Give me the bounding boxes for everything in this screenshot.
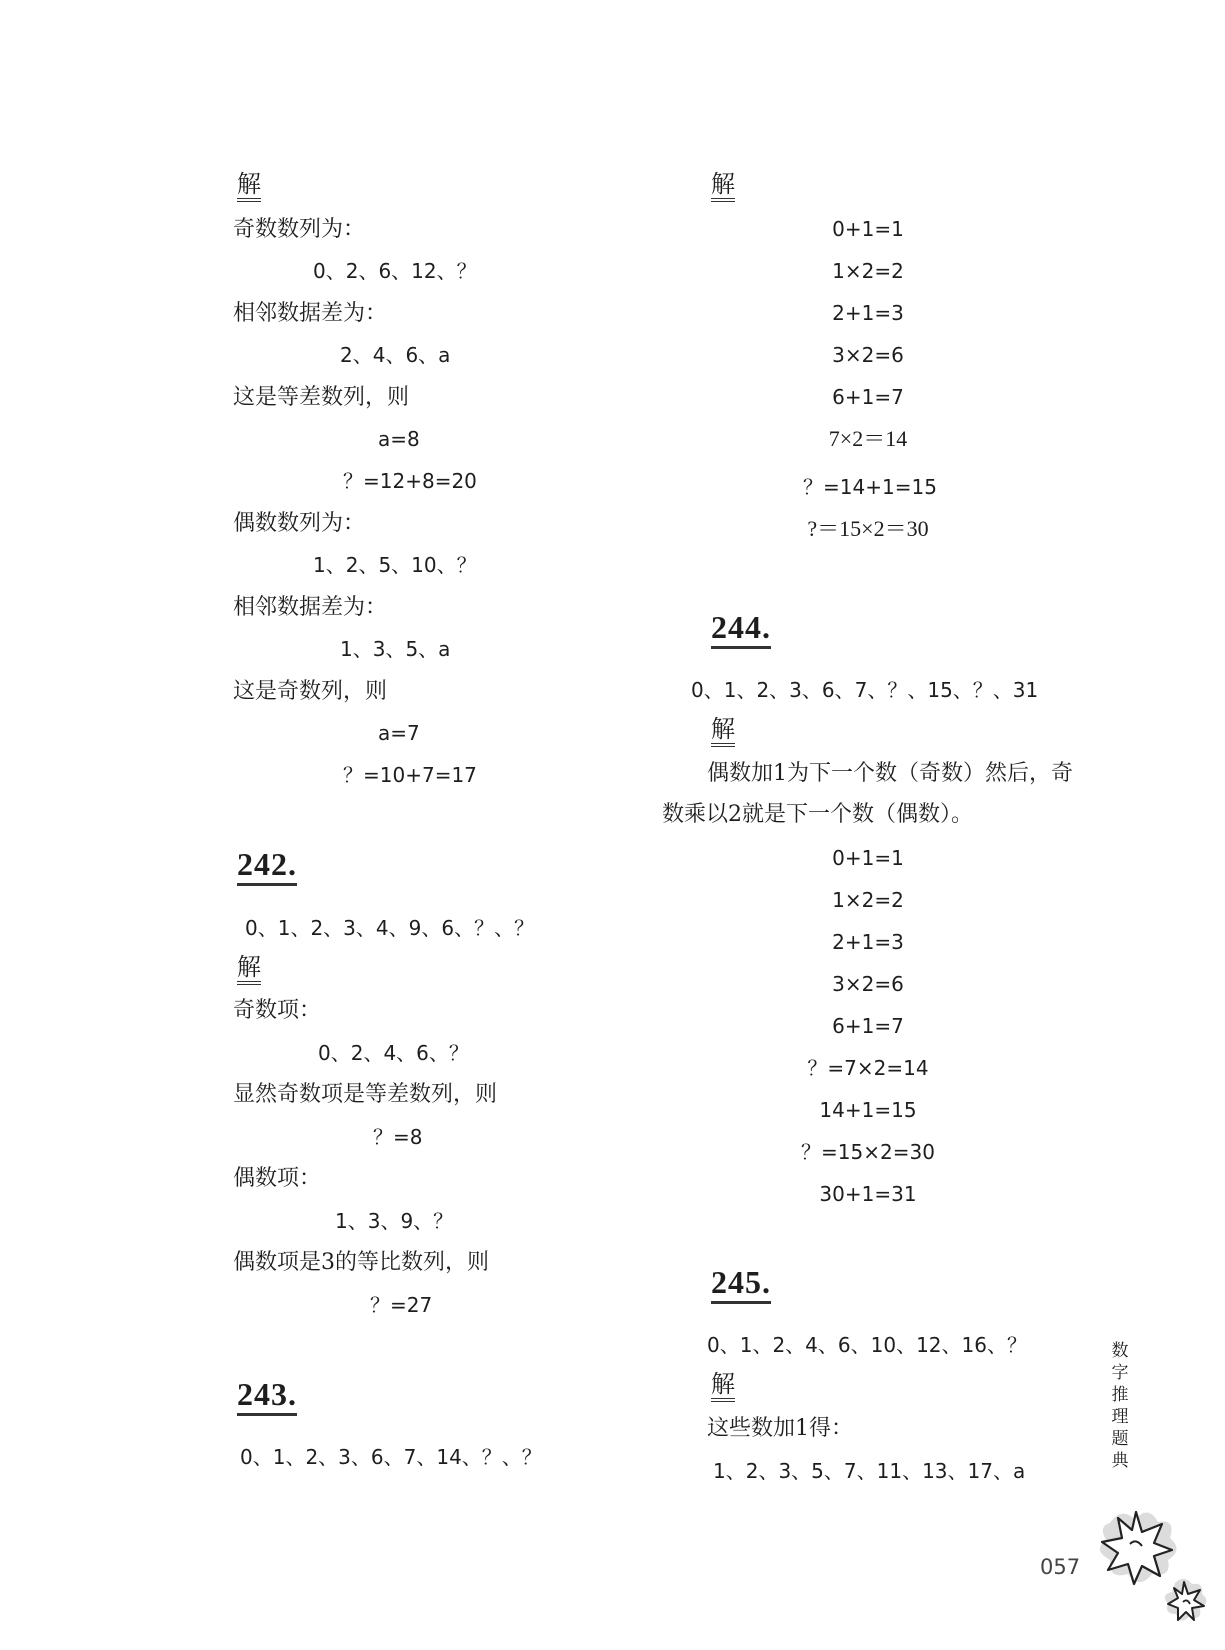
solution-text: 显然奇数项是等差数列，则 <box>233 1082 498 1107</box>
equation-text: 2+1=3 <box>832 301 904 325</box>
equation-text: 3×2=6 <box>832 343 904 367</box>
solution-text: 相邻数据差为： <box>233 301 388 326</box>
solution-marker: 解 <box>711 1372 735 1402</box>
starburst-icon <box>1080 1498 1220 1638</box>
problem-number: 242. <box>237 848 297 886</box>
equation-text: ?＝15×2＝30 <box>807 516 929 541</box>
problem-number: 245. <box>711 1266 771 1304</box>
equation-text: 0+1=1 <box>832 846 904 870</box>
sequence-text: 0、2、4、6、？ <box>318 1041 469 1065</box>
equation-text: 6+1=7 <box>832 1014 904 1038</box>
equation-text: 0+1=1 <box>832 217 904 241</box>
solution-text: 偶数数列为： <box>233 511 366 536</box>
equation-text: ？=27 <box>370 1293 433 1317</box>
equation-text: 2+1=3 <box>832 930 904 954</box>
equation-text: 14+1=15 <box>819 1098 917 1122</box>
equation-text: a=7 <box>378 721 420 745</box>
solution-text: 偶数项是3的等比数列，则 <box>233 1250 489 1275</box>
problem-number: 243. <box>237 1378 297 1416</box>
equation-text: ？=7×2=14 <box>807 1056 929 1080</box>
solution-marker: 解 <box>711 172 735 202</box>
equation-text: 1×2=2 <box>832 888 904 912</box>
equation-text: 3×2=6 <box>832 972 904 996</box>
sequence-text: 1、2、3、5、7、11、13、17、a <box>713 1459 1026 1483</box>
solution-text: 这是等差数列，则 <box>233 385 410 410</box>
solution-text: 奇数项： <box>233 998 322 1023</box>
equation-text: 30+1=31 <box>819 1182 917 1206</box>
equation-text: ？=8 <box>373 1125 423 1149</box>
solution-marker: 解 <box>237 172 261 202</box>
sequence-text: 2、4、6、a <box>340 343 451 367</box>
problem-sequence: 0、1、2、3、6、7、14、？、？ <box>240 1445 542 1469</box>
equation-text: 7×2＝14 <box>828 426 908 451</box>
solution-marker: 解 <box>237 955 261 985</box>
solution-text: 奇数数列为： <box>233 217 366 242</box>
solution-text: 偶数项： <box>233 1166 322 1191</box>
equation-text: ？=10+7=17 <box>343 763 477 787</box>
solution-text: 偶数加1为下一个数（奇数）然后，奇 <box>707 761 1073 786</box>
equation-text: a=8 <box>378 427 420 451</box>
problem-sequence: 0、1、2、3、6、7、？、15、？、31 <box>691 678 1039 702</box>
sequence-text: 1、3、5、a <box>340 637 451 661</box>
equation-text: ？=15×2=30 <box>801 1140 935 1164</box>
equation-text: ？=12+8=20 <box>343 469 477 493</box>
problem-number: 244. <box>711 611 771 649</box>
solution-text: 数乘以2就是下一个数（偶数）。 <box>662 802 973 827</box>
equation-text: 6+1=7 <box>832 385 904 409</box>
solution-text: 这些数加1得： <box>707 1416 853 1441</box>
book-side-title: 数字推理题典 <box>1111 1341 1129 1471</box>
solution-marker: 解 <box>711 717 735 747</box>
page-number: 057 <box>1040 1555 1081 1579</box>
solution-text: 相邻数据差为： <box>233 595 388 620</box>
equation-text: ？=14+1=15 <box>803 475 937 499</box>
problem-sequence: 0、1、2、3、4、9、6、？、？ <box>245 916 535 940</box>
sequence-text: 1、3、9、？ <box>335 1209 454 1233</box>
sequence-text: 0、2、6、12、？ <box>313 259 477 283</box>
problem-sequence: 0、1、2、4、6、10、12、16、？ <box>707 1333 1027 1357</box>
solution-text: 这是奇数列，则 <box>233 679 388 704</box>
equation-text: 1×2=2 <box>832 259 904 283</box>
sequence-text: 1、2、5、10、？ <box>313 553 477 577</box>
